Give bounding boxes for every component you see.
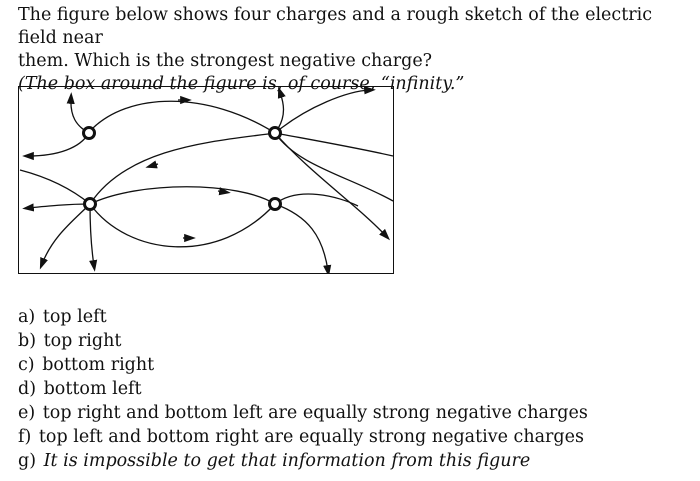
infinity-box	[19, 87, 394, 274]
charge-top-left	[84, 128, 95, 139]
option-a[interactable]: a) top left	[18, 307, 107, 327]
field-line	[90, 187, 275, 204]
electric-field-figure	[18, 86, 394, 274]
question-note: (The box around the figure is, of course, “infinity.”	[18, 74, 465, 94]
field-line	[275, 194, 358, 206]
field-line	[90, 204, 275, 247]
question-line-2: them. Which is the strongest negative charge?	[18, 51, 433, 71]
field-line	[42, 204, 90, 264]
charge-bottom-left	[85, 199, 96, 210]
option-b[interactable]: b) top right	[18, 331, 122, 351]
field-line	[90, 204, 94, 266]
option-e[interactable]: e) top right and bottom left are equally strong negative charges	[18, 403, 588, 423]
field-line	[90, 101, 275, 133]
field-line	[275, 90, 370, 133]
field-line	[275, 133, 393, 156]
charge-bottom-right	[270, 199, 281, 210]
field-arrow	[218, 191, 225, 192]
answer-options	[18, 305, 693, 473]
field-line	[20, 170, 90, 204]
field-line	[28, 204, 90, 208]
field-line	[28, 133, 89, 156]
option-c[interactable]: c) bottom right	[18, 355, 155, 375]
question-line-1: The figure below shows four charges and a rough sketch of the electric field near	[18, 5, 653, 48]
option-g[interactable]: g) It is impossible to get that information from this figure	[18, 451, 531, 471]
option-d[interactable]: d) bottom left	[18, 379, 142, 399]
field-line	[275, 204, 328, 271]
charge-top-right	[270, 128, 281, 139]
field-arrow	[151, 164, 158, 166]
field-line	[275, 133, 386, 236]
field-line	[275, 133, 393, 201]
question-text	[18, 4, 693, 96]
option-f[interactable]: f) top left and bottom right are equally strong negative charges	[18, 427, 584, 447]
field-diagram	[18, 86, 394, 274]
